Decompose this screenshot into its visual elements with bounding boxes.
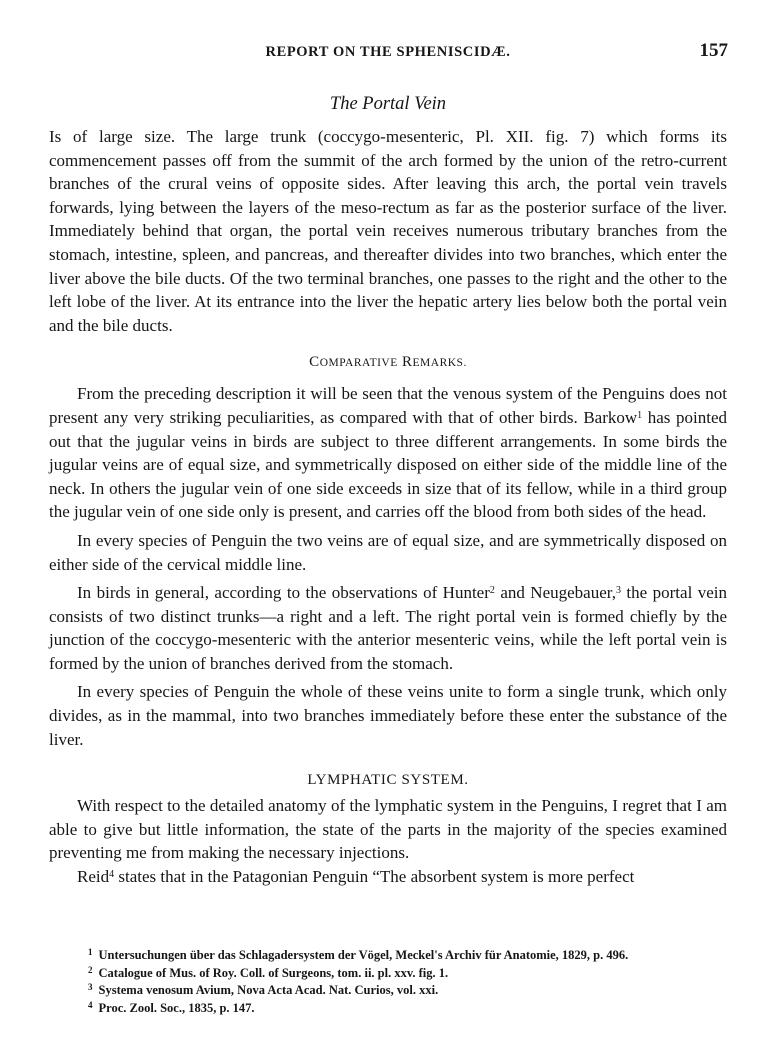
heading-smallcaps-2: EMARKS. — [412, 357, 467, 370]
footnote — [88, 1000, 728, 1018]
text-segment: From the preceding description it will be seen that the venous system of the Penguins does not present any very striking peculiarities, as compared with that of other birds. Barkow — [49, 384, 727, 427]
footnote-text: Catalogue of Mus. of Roy. Coll. of Surgeons, tom. ii. pl. xxv. fig. 1. — [98, 965, 449, 980]
paragraph-lymphatic-2 — [49, 865, 727, 889]
heading-smallcaps-1: OMPARATIVE — [319, 357, 398, 370]
paragraph-comparative-2: In every species of Penguin the two veins are of equal size, and are symmetrically disposed on either side of the cervical middle line. — [49, 530, 727, 574]
paragraph-lymphatic-1: With respect to the detailed anatomy of the lymphatic system in the Penguins, I regret that I am able to give but little information, the state of the parts in the majority of the species examined preventing me from making the necessary injections. — [49, 796, 727, 863]
paragraph-comparative-3 — [49, 581, 727, 675]
footnote-mark: 1 — [88, 947, 93, 957]
footnote-mark: 2 — [88, 964, 93, 975]
section-heading-comparative-remarks — [49, 351, 727, 374]
footnote-ref-3: 3 — [616, 585, 621, 597]
footnote — [88, 947, 728, 965]
paragraph-comparative-1 — [49, 382, 727, 524]
footnote-mark: 3 — [88, 982, 93, 992]
body-text — [49, 92, 727, 889]
footnote — [88, 982, 728, 1000]
running-header-title: REPORT ON THE SPHENISCIDÆ. — [265, 44, 511, 60]
footnote-text: Systema venosum Avium, Nova Acta Acad. Nat. Curios, vol. xxi. — [98, 983, 439, 997]
text-segment: the portal vein consists of two distinct trunks—a right and a left. The right portal vein is formed chiefly by the junction of the coccygo-mesenteric with the anterior mesenteric veins, while the left portal vein is formed by the union of branches derived from the stomach. — [49, 583, 727, 673]
footnote-text: Untersuchungen über das Schlagadersystem der Vögel, Meckel's Archiv für Anatomie, 1829, p. 496. — [98, 948, 629, 962]
heading-cap-c: C — [309, 354, 320, 371]
footnote-ref-1: 1 — [637, 409, 643, 421]
section-heading-lymphatic-system: LYMPHATIC SYSTEM. — [307, 772, 469, 789]
footnotes — [88, 947, 728, 1017]
footnote-ref-2: 2 — [489, 585, 495, 597]
footnote — [88, 965, 728, 983]
text-segment: states that in the Patagonian Penguin “The absorbent system is more perfect — [114, 867, 635, 887]
text-segment: In birds in general, according to the observations of Hunter — [77, 583, 490, 603]
text-segment: Reid — [77, 867, 110, 887]
text-segment: has pointed out that the jugular veins in birds are subject to three different arrangements. In some birds the jugular veins are of equal size, and symmetrically disposed on either side of the middle line of the neck. In others the jugular vein of one side exceeds in size that of its fellow, while in a third group the jugular vein of one side only is present, and carries off the blood from both sides of the head. — [49, 407, 727, 522]
section-heading-portal-vein: The Portal Vein — [329, 94, 447, 114]
footnote-mark: 4 — [88, 999, 93, 1010]
paragraph-portal-vein: Is of large size. The large trunk (coccygo-mesenteric, Pl. XII. fig. 7) which forms its commencement passes off from the summit of the arch formed by the union of the retro-current branches of the crural veins of opposite sides. After leaving this arch, the portal vein travels forwards, lying between the layers of the meso-rectum as far as the posterior surface of the liver. Immediately behind that organ, the portal vein receives numerous tributary branches from the stomach, intestine, spleen, and pancreas, and thereafter divides into two branches, which enter the liver above the bile ducts. Of the two terminal branches, one passes to the right and the other to the left lobe of the liver. At its entrance into the liver the hepatic artery lies below both the portal vein and the bile ducts. — [49, 127, 727, 335]
heading-cap-r: R — [402, 354, 413, 371]
footnote-ref-4: 4 — [109, 869, 115, 881]
paragraph-comparative-4: In every species of Penguin the whole of these veins unite to form a single trunk, which only divides, as in the mammal, into two branches immediately before these enter the substance of the liver. — [49, 682, 727, 749]
page-number: 157 — [699, 40, 728, 61]
footnote-text: Proc. Zool. Soc., 1835, p. 147. — [98, 1000, 255, 1015]
text-segment: and Neugebauer, — [494, 583, 616, 603]
